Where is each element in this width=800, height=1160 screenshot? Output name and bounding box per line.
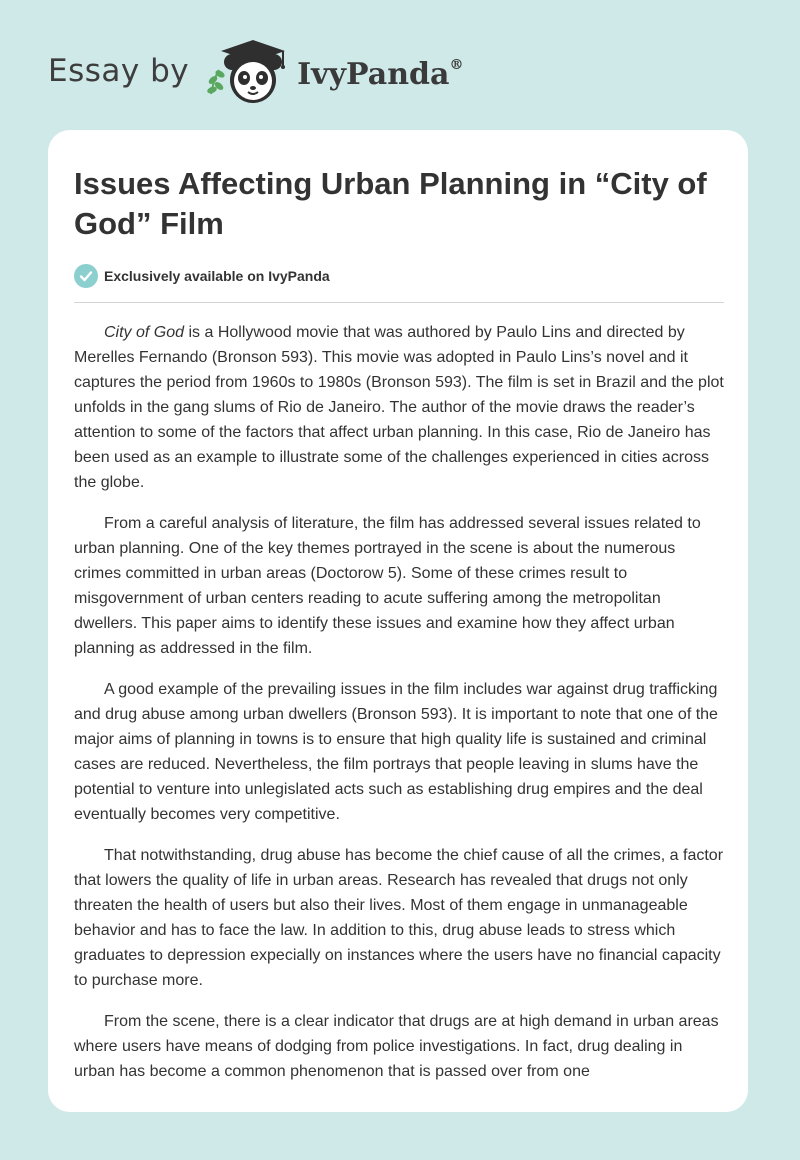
exclusive-badge bbox=[74, 264, 330, 288]
essay-card bbox=[48, 130, 748, 1112]
paragraph-2: From a careful analysis of literature, the film has addressed several issues related to urban planning. One of the key themes portrayed in the scene is about the numerous crimes committed in urban areas (Doctorow 5). Some of these crimes result to misgovernment of urban centers reading to acute suffering among the metropolitan dwellers. This paper aims to identify these issues and examine how they affect urban planning as addressed in the film. bbox=[74, 515, 701, 657]
film-title-emphasis: City of God bbox=[104, 324, 185, 341]
paragraph-5: From the scene, there is a clear indicator that drugs are at high demand in urban areas where users have means of dodging from police investigations. In fact, drug dealing in urban has become a common phenomenon that is passed over from one bbox=[74, 1013, 719, 1080]
check-circle-icon bbox=[74, 264, 98, 288]
paragraph-1-text: is a Hollywood movie that was authored by Paulo Lins and directed by Merelles Fernando (Bronson 593). This movie was adopted in Paulo Lins’s novel and it captures the period from 1960s to 1980s (Bronson 593). The film is set in Brazil and the plot unfolds in the gang slums of Rio de Janeiro. The author of the movie draws the reader’s attention to some of the factors that affect urban planning. In this case, Rio de Janeiro has been used as an example to illustrate some of the challenges experienced in cities across the globe. bbox=[74, 324, 724, 491]
site-header bbox=[48, 36, 463, 106]
panda-graduate-logo-icon[interactable] bbox=[203, 36, 293, 106]
registered-mark: ® bbox=[449, 56, 464, 73]
essay-by-label: Essay by bbox=[48, 53, 190, 89]
paragraph-1 bbox=[74, 320, 724, 495]
paragraph-3: A good example of the prevailing issues in the film includes war against drug trafficking and drug abuse among urban dwellers (Bronson 593). It is important to note that one of the major aims of planning in towns is to ensure that high quality life is sustained and criminal cases are reduced. Nevertheless, the film portrays that people leaving in slums have the potential to venture into unlegislated acts such as establishing drug empires and the deal eventually becomes very competitive. bbox=[74, 681, 718, 823]
brand-label: IvyPanda bbox=[297, 56, 450, 92]
essay-body bbox=[74, 320, 724, 1100]
brand-name[interactable] bbox=[297, 57, 463, 92]
exclusive-badge-label: Exclusively available on IvyPanda bbox=[104, 268, 330, 284]
essay-title: Issues Affecting Urban Planning in “City of God” Film bbox=[74, 166, 707, 241]
paragraph-4: That notwithstanding, drug abuse has become the chief cause of all the crimes, a factor that lowers the quality of life in urban areas. Research has revealed that drugs not only threaten the health of users but also their lives. Most of them engage in unmanageable behavior and has to face the law. In addition to this, drug abuse leads to stress which graduates to depression expecially on instances where the users have no financial capacity to purchase more. bbox=[74, 847, 724, 989]
title-divider bbox=[74, 302, 724, 303]
